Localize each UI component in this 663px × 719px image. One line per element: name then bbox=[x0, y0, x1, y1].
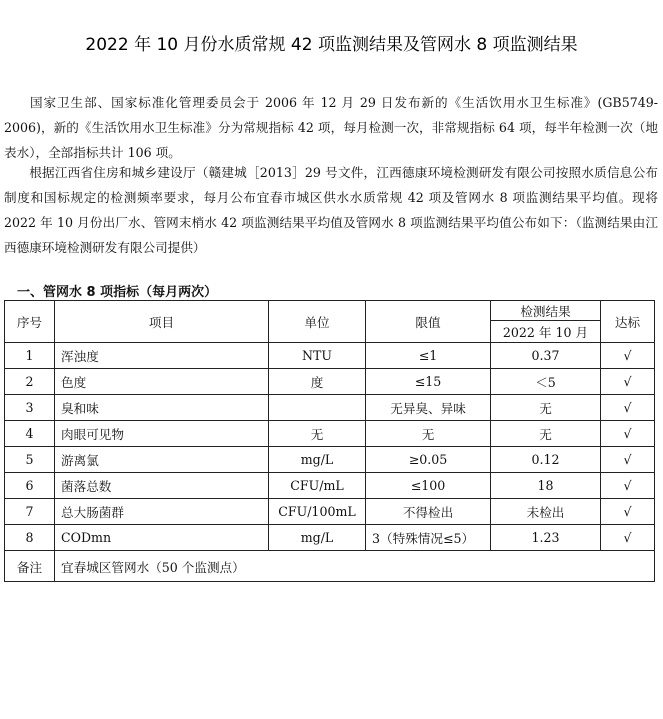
row-item: 菌落总数 bbox=[55, 473, 269, 499]
row-item: 臭和味 bbox=[55, 395, 269, 421]
table-row bbox=[5, 473, 655, 499]
intro-paragraph-standards bbox=[4, 90, 658, 165]
row-no: 7 bbox=[5, 499, 55, 525]
row-item: 色度 bbox=[55, 369, 269, 395]
row-pass-check: √ bbox=[601, 473, 655, 499]
header-result: 检测结果 bbox=[491, 301, 601, 321]
row-limit: ≤100 bbox=[366, 473, 491, 499]
row-no: 4 bbox=[5, 421, 55, 447]
table-header-row bbox=[5, 301, 655, 321]
row-result: 未检出 bbox=[491, 499, 601, 525]
row-result: 无 bbox=[491, 421, 601, 447]
header-item: 项目 bbox=[55, 301, 269, 343]
row-unit: mg/L bbox=[269, 525, 366, 551]
header-unit: 单位 bbox=[269, 301, 366, 343]
row-limit: 3（特殊情况≤5） bbox=[366, 525, 491, 551]
row-limit: ≥0.05 bbox=[366, 447, 491, 473]
row-item: 肉眼可见物 bbox=[55, 421, 269, 447]
table-note-row bbox=[5, 551, 655, 582]
table-row bbox=[5, 525, 655, 551]
row-result: 0.12 bbox=[491, 447, 601, 473]
row-limit: 无 bbox=[366, 421, 491, 447]
row-result: 1.23 bbox=[491, 525, 601, 551]
header-pass: 达标 bbox=[601, 301, 655, 343]
row-unit: 度 bbox=[269, 369, 366, 395]
row-pass-check: √ bbox=[601, 525, 655, 551]
row-no: 1 bbox=[5, 343, 55, 369]
row-pass-check: √ bbox=[601, 421, 655, 447]
note-label: 备注 bbox=[5, 551, 55, 582]
row-limit: 不得检出 bbox=[366, 499, 491, 525]
header-limit: 限值 bbox=[366, 301, 491, 343]
table-row bbox=[5, 421, 655, 447]
row-item: 总大肠菌群 bbox=[55, 499, 269, 525]
row-item: 游离氯 bbox=[55, 447, 269, 473]
document-title: 2022 年 10 月份水质常规 42 项监测结果及管网水 8 项监测结果 bbox=[85, 35, 578, 55]
row-unit: mg/L bbox=[269, 447, 366, 473]
row-pass-check: √ bbox=[601, 499, 655, 525]
row-limit: 无异臭、异味 bbox=[366, 395, 491, 421]
intro-paragraph-standards-text: 国家卫生部、国家标准化管理委员会于 2006 年 12 月 29 日发布新的《生活饮用水卫生标准》(GB5749-2006)，新的《生活饮用水卫生标准》分为常规指标 42 项，每月检测一次，非常规指标 64 项，每半年检测一次（地表水），全部指标共计 106 项。 bbox=[4, 95, 658, 160]
intro-paragraph-publication bbox=[4, 160, 658, 260]
header-no: 序号 bbox=[5, 301, 55, 343]
row-unit: CFU/100mL bbox=[269, 499, 366, 525]
row-pass-check: √ bbox=[601, 395, 655, 421]
table-row bbox=[5, 499, 655, 525]
row-no: 3 bbox=[5, 395, 55, 421]
row-result: 18 bbox=[491, 473, 601, 499]
results-table bbox=[4, 300, 655, 582]
row-result: ＜5 bbox=[491, 369, 601, 395]
intro-paragraph-publication-text: 根据江西省住房和城乡建设厅（赣建城［2013］29 号文件，江西德康环境检测研发有限公司按照水质信息公布制度和国标规定的检测频率要求，每月公布宜春市城区供水水质常规 42 项及管网水 8 项监测结果平均值。现将 2022 年 10 月份出厂水、管网末梢水 42 项监测结果平均值及管网水 8 项监测结果平均值公布如下：（监测结果由江西德康环境检测研发有限公司提供） bbox=[4, 165, 658, 255]
row-pass-check: √ bbox=[601, 343, 655, 369]
header-result-period: 2022 年 10 月 bbox=[491, 321, 601, 343]
section-heading: 一、管网水 8 项指标（每月两次） bbox=[17, 285, 218, 300]
row-item: CODmn bbox=[55, 525, 269, 551]
table-row bbox=[5, 343, 655, 369]
row-pass-check: √ bbox=[601, 369, 655, 395]
row-unit: 无 bbox=[269, 421, 366, 447]
note-text: 宜春城区管网水（50 个监测点） bbox=[55, 551, 655, 582]
row-limit: ≤15 bbox=[366, 369, 491, 395]
row-item: 浑浊度 bbox=[55, 343, 269, 369]
row-pass-check: √ bbox=[601, 447, 655, 473]
row-no: 5 bbox=[5, 447, 55, 473]
row-no: 2 bbox=[5, 369, 55, 395]
table-row bbox=[5, 447, 655, 473]
table-row bbox=[5, 369, 655, 395]
row-result: 0.37 bbox=[491, 343, 601, 369]
row-limit: ≤1 bbox=[366, 343, 491, 369]
row-unit: NTU bbox=[269, 343, 366, 369]
row-no: 6 bbox=[5, 473, 55, 499]
row-unit bbox=[269, 395, 366, 421]
row-unit: CFU/mL bbox=[269, 473, 366, 499]
row-result: 无 bbox=[491, 395, 601, 421]
row-no: 8 bbox=[5, 525, 55, 551]
table-row bbox=[5, 395, 655, 421]
